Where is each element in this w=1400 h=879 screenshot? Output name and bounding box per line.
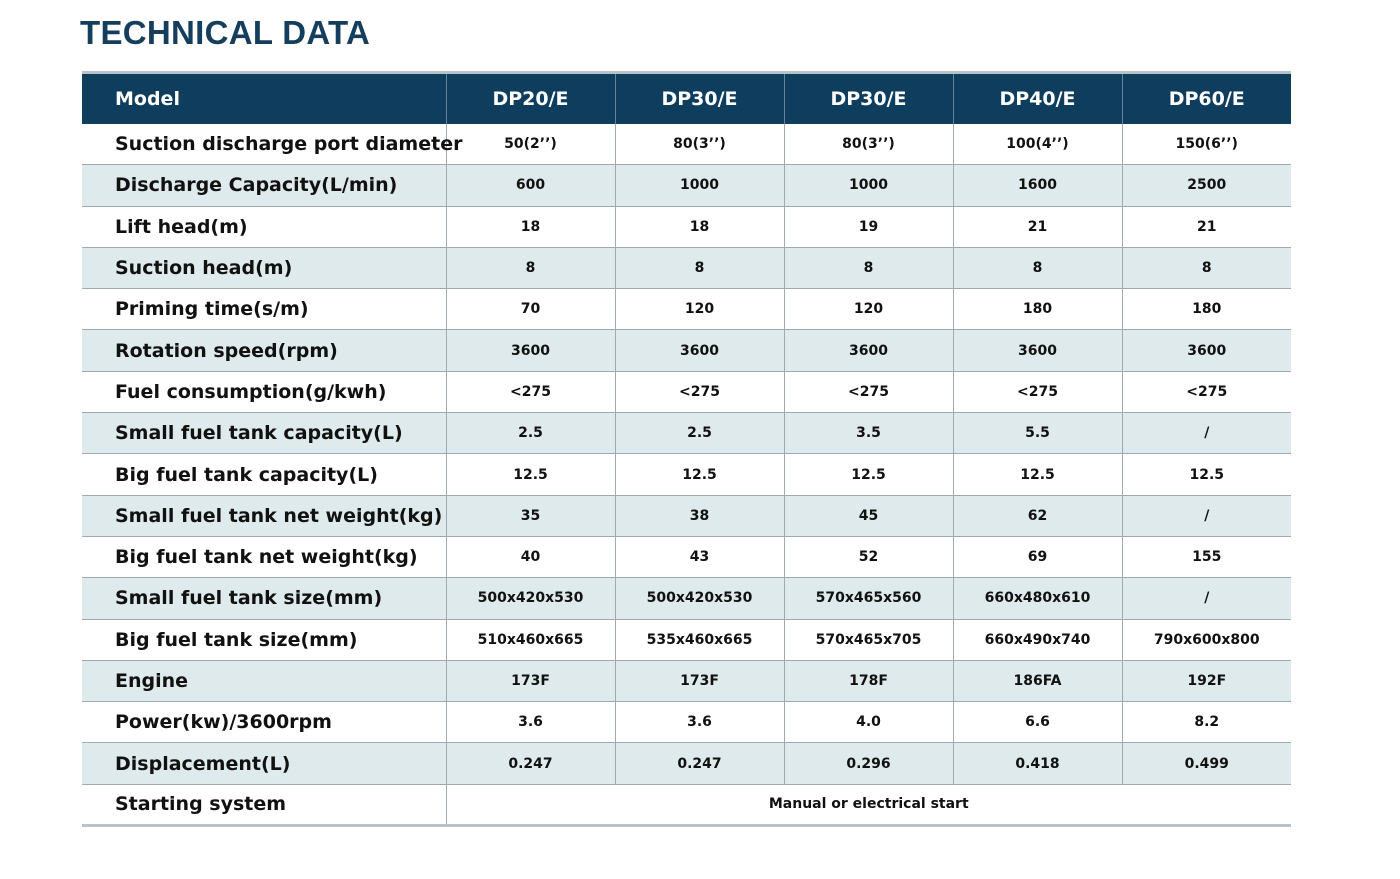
table-cell: 2.5 <box>615 413 784 454</box>
table-cell: 660x490x740 <box>953 619 1122 660</box>
table-row-starting-system <box>82 784 1291 825</box>
table-cell: 18 <box>615 206 784 247</box>
table-cell: 8 <box>784 247 953 288</box>
row-label: Rotation speed(rpm) <box>82 330 446 371</box>
table-cell: 3600 <box>1122 330 1291 371</box>
table-cell: 12.5 <box>1122 454 1291 495</box>
table-cell: 43 <box>615 536 784 577</box>
table-cell: 35 <box>446 495 615 536</box>
table-cell: 2.5 <box>446 413 615 454</box>
table-cell: 12.5 <box>953 454 1122 495</box>
row-label: Big fuel tank net weight(kg) <box>82 536 446 577</box>
table-row <box>82 413 1291 454</box>
table-row <box>82 743 1291 784</box>
table-cell: 570x465x560 <box>784 578 953 619</box>
table-cell: 120 <box>784 289 953 330</box>
table-row <box>82 619 1291 660</box>
table-cell: 8.2 <box>1122 702 1291 743</box>
table-row <box>82 495 1291 536</box>
table-row <box>82 454 1291 495</box>
table-cell: 38 <box>615 495 784 536</box>
table-cell: <275 <box>784 371 953 412</box>
table-cell: 100(4’’) <box>953 124 1122 165</box>
table-cell: 1000 <box>784 165 953 206</box>
table-cell: 180 <box>1122 289 1291 330</box>
table-cell: 21 <box>953 206 1122 247</box>
table-cell: 500x420x530 <box>446 578 615 619</box>
header-label-model: Model <box>82 73 446 124</box>
row-label: Fuel consumption(g/kwh) <box>82 371 446 412</box>
page-title: TECHNICAL DATA <box>80 14 371 51</box>
table-cell: 62 <box>953 495 1122 536</box>
table-cell: 21 <box>1122 206 1291 247</box>
row-label: Discharge Capacity(L/min) <box>82 165 446 206</box>
table-cell: 150(6’’) <box>1122 124 1291 165</box>
table-cell: 510x460x665 <box>446 619 615 660</box>
model-header: DP60/E <box>1122 73 1291 124</box>
table-cell: 600 <box>446 165 615 206</box>
table-cell: 3600 <box>446 330 615 371</box>
table-cell: 40 <box>446 536 615 577</box>
table-cell: 3600 <box>784 330 953 371</box>
table-row <box>82 247 1291 288</box>
table-cell: 3600 <box>615 330 784 371</box>
row-label: Priming time(s/m) <box>82 289 446 330</box>
table-cell: 80(3’’) <box>615 124 784 165</box>
table-cell: 8 <box>953 247 1122 288</box>
table-cell: 790x600x800 <box>1122 619 1291 660</box>
table-cell: 0.247 <box>615 743 784 784</box>
table-cell: 0.296 <box>784 743 953 784</box>
table-row <box>82 536 1291 577</box>
model-header: DP30/E <box>784 73 953 124</box>
technical-data-table <box>82 71 1291 827</box>
row-label: Lift head(m) <box>82 206 446 247</box>
table-cell: 155 <box>1122 536 1291 577</box>
table-row <box>82 578 1291 619</box>
row-label: Big fuel tank size(mm) <box>82 619 446 660</box>
table-cell: 19 <box>784 206 953 247</box>
table-cell: 3.6 <box>615 702 784 743</box>
table-body <box>82 124 1291 826</box>
table-cell: 660x480x610 <box>953 578 1122 619</box>
table-cell: 69 <box>953 536 1122 577</box>
table-cell: / <box>1122 413 1291 454</box>
table-cell: 52 <box>784 536 953 577</box>
table-cell: 18 <box>446 206 615 247</box>
table-cell: 186FA <box>953 660 1122 701</box>
table-cell: 173F <box>615 660 784 701</box>
table-cell: 12.5 <box>446 454 615 495</box>
table-row <box>82 206 1291 247</box>
table-header-row <box>82 73 1291 124</box>
table-cell: 45 <box>784 495 953 536</box>
row-label: Suction head(m) <box>82 247 446 288</box>
table-cell: 3.6 <box>446 702 615 743</box>
model-header: DP40/E <box>953 73 1122 124</box>
row-label: Starting system <box>82 784 446 825</box>
table-cell: / <box>1122 495 1291 536</box>
table-cell: 535x460x665 <box>615 619 784 660</box>
table-cell: 180 <box>953 289 1122 330</box>
table-row <box>82 371 1291 412</box>
table-cell: 178F <box>784 660 953 701</box>
starting-system-value: Manual or electrical start <box>446 784 1291 825</box>
table-cell: 12.5 <box>784 454 953 495</box>
table-cell: 570x465x705 <box>784 619 953 660</box>
table-cell: 80(3’’) <box>784 124 953 165</box>
table-cell: 0.418 <box>953 743 1122 784</box>
table-cell: 3.5 <box>784 413 953 454</box>
table-cell: 8 <box>1122 247 1291 288</box>
table-row <box>82 330 1291 371</box>
table-cell: 120 <box>615 289 784 330</box>
table-cell: <275 <box>953 371 1122 412</box>
table-row <box>82 289 1291 330</box>
table-cell: 4.0 <box>784 702 953 743</box>
row-label: Big fuel tank capacity(L) <box>82 454 446 495</box>
table-cell: 192F <box>1122 660 1291 701</box>
row-label: Small fuel tank net weight(kg) <box>82 495 446 536</box>
table-cell: 5.5 <box>953 413 1122 454</box>
table-cell: 8 <box>615 247 784 288</box>
table-cell: 50(2’’) <box>446 124 615 165</box>
row-label: Power(kw)/3600rpm <box>82 702 446 743</box>
table-cell: <275 <box>1122 371 1291 412</box>
table-cell: 173F <box>446 660 615 701</box>
table-cell: 2500 <box>1122 165 1291 206</box>
table-cell: 3600 <box>953 330 1122 371</box>
row-label: Displacement(L) <box>82 743 446 784</box>
table-cell: 6.6 <box>953 702 1122 743</box>
table-cell: 8 <box>446 247 615 288</box>
row-label: Engine <box>82 660 446 701</box>
table-cell: 0.247 <box>446 743 615 784</box>
table-cell: 12.5 <box>615 454 784 495</box>
table-cell: <275 <box>615 371 784 412</box>
table-cell: 1000 <box>615 165 784 206</box>
row-label: Suction discharge port diameter <box>82 124 446 165</box>
table-cell: 0.499 <box>1122 743 1291 784</box>
row-label: Small fuel tank size(mm) <box>82 578 446 619</box>
table-cell: 500x420x530 <box>615 578 784 619</box>
table-row <box>82 702 1291 743</box>
row-label: Small fuel tank capacity(L) <box>82 413 446 454</box>
model-header: DP20/E <box>446 73 615 124</box>
table-row <box>82 165 1291 206</box>
table-cell: / <box>1122 578 1291 619</box>
table-cell: 1600 <box>953 165 1122 206</box>
table-cell: <275 <box>446 371 615 412</box>
model-header: DP30/E <box>615 73 784 124</box>
table-row <box>82 124 1291 165</box>
table-cell: 70 <box>446 289 615 330</box>
table-row <box>82 660 1291 701</box>
